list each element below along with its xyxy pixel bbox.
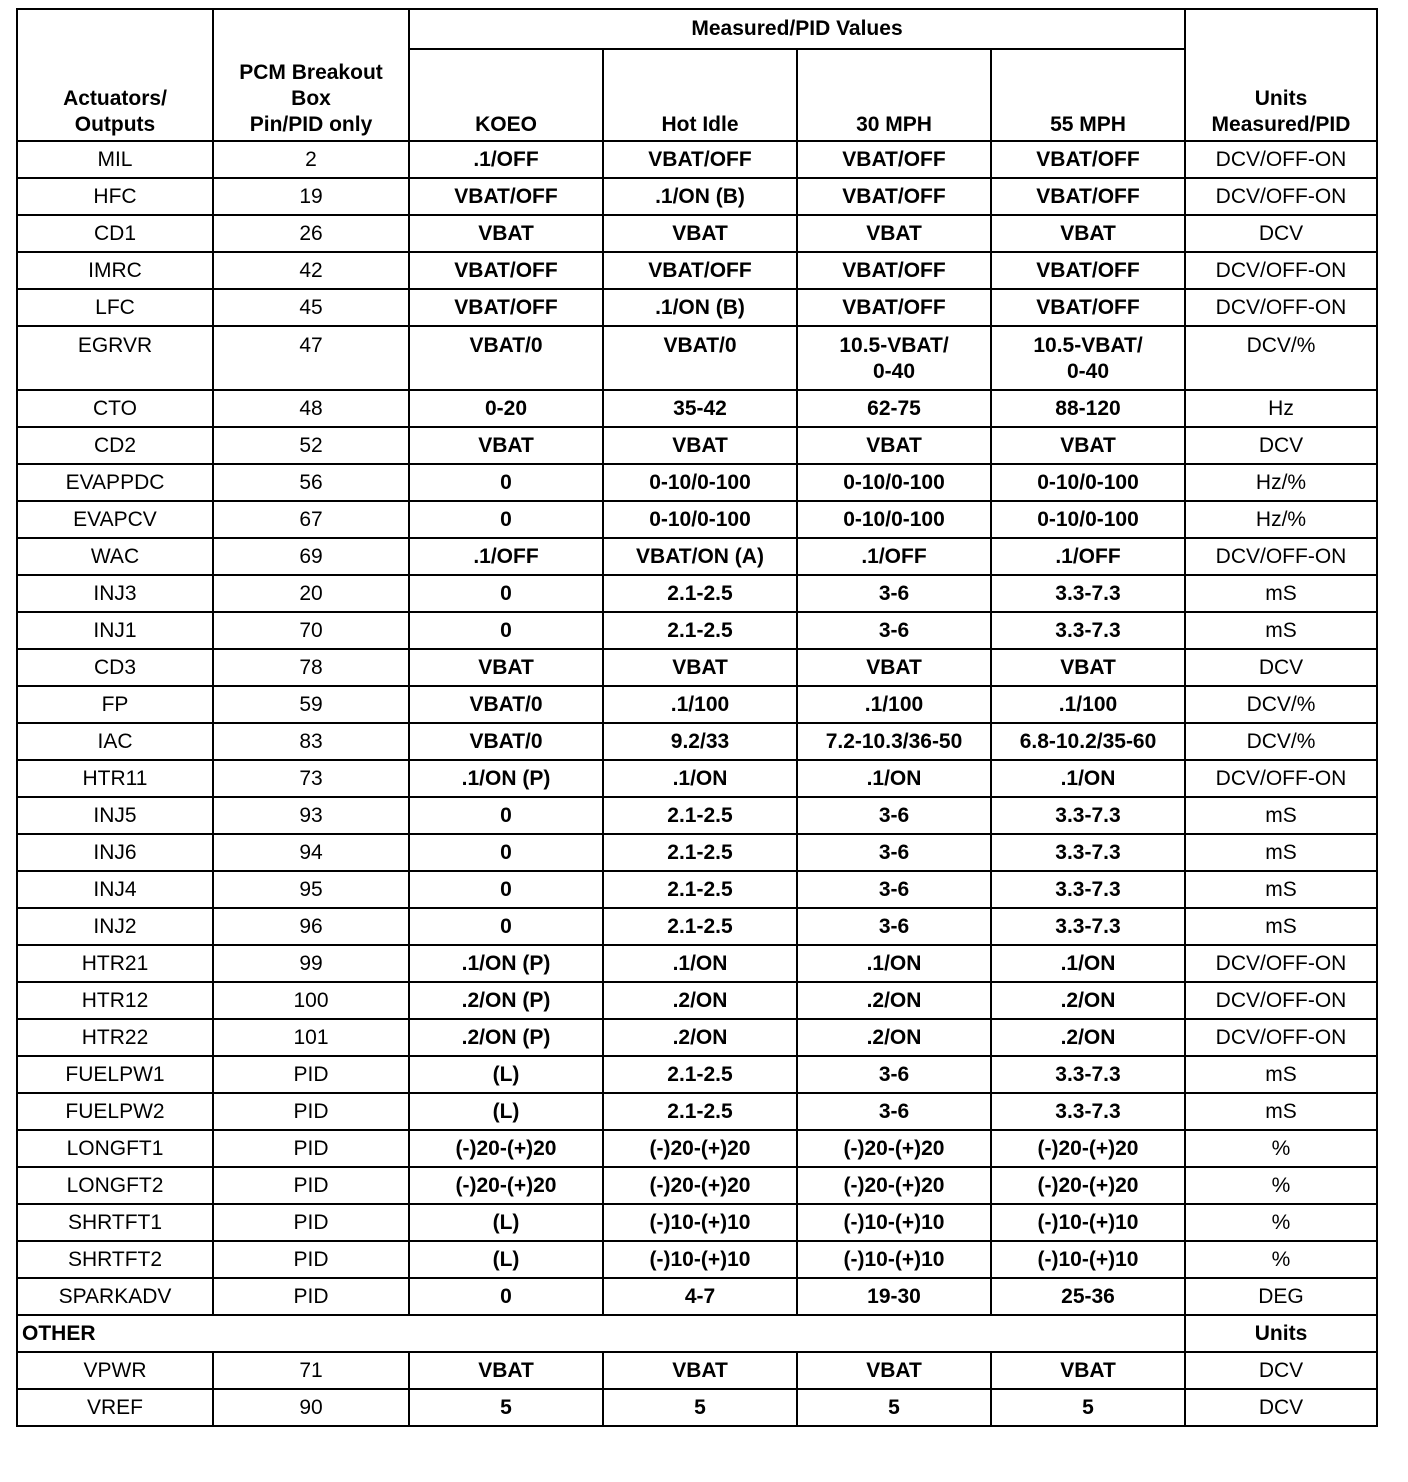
cell-actuator: INJ4 (17, 871, 213, 908)
cell-actuator: VREF (17, 1389, 213, 1426)
cell-hot-idle: 2.1-2.5 (603, 612, 797, 649)
cell-pin: 20 (213, 575, 409, 612)
cell-units: DCV/OFF-ON (1185, 252, 1377, 289)
cell-pin: 96 (213, 908, 409, 945)
cell-pin: 47 (213, 326, 409, 390)
cell-koeo: VBAT/0 (409, 686, 603, 723)
cell-units: mS (1185, 612, 1377, 649)
cell-hot-idle: 2.1-2.5 (603, 834, 797, 871)
cell-hot-idle: VBAT/ON (A) (603, 538, 797, 575)
table-row (17, 178, 1377, 215)
cell-30-mph: (-)10-(+)10 (797, 1204, 991, 1241)
cell-koeo: .2/ON (P) (409, 982, 603, 1019)
cell-pin: 26 (213, 215, 409, 252)
table-row (17, 141, 1377, 178)
cell-hot-idle: (-)10-(+)10 (603, 1204, 797, 1241)
cell-30-mph: VBAT/OFF (797, 178, 991, 215)
table-row (17, 289, 1377, 326)
cell-actuator: INJ5 (17, 797, 213, 834)
cell-30-mph: 3-6 (797, 908, 991, 945)
cell-pin: 78 (213, 649, 409, 686)
cell-units: mS (1185, 1056, 1377, 1093)
cell-koeo: .1/ON (P) (409, 760, 603, 797)
pid-values-table-container (16, 8, 1378, 1427)
cell-pin: PID (213, 1278, 409, 1315)
cell-pin: 2 (213, 141, 409, 178)
cell-units: % (1185, 1167, 1377, 1204)
cell-30-mph: 3-6 (797, 797, 991, 834)
table-row (17, 686, 1377, 723)
cell-hot-idle: .2/ON (603, 982, 797, 1019)
cell-55-mph: 88-120 (991, 390, 1185, 427)
header-units-measured-pid: Units Measured/PID (1185, 9, 1377, 141)
cell-koeo: 5 (409, 1389, 603, 1426)
cell-30-mph: VBAT/OFF (797, 252, 991, 289)
cell-55-mph: VBAT (991, 427, 1185, 464)
table-row (17, 326, 1377, 390)
cell-55-mph: 0-10/0-100 (991, 464, 1185, 501)
cell-actuator: HTR21 (17, 945, 213, 982)
cell-actuator: CTO (17, 390, 213, 427)
cell-actuator: LFC (17, 289, 213, 326)
cell-55-mph: VBAT/OFF (991, 141, 1185, 178)
cell-hot-idle: (-)20-(+)20 (603, 1130, 797, 1167)
cell-pin: 19 (213, 178, 409, 215)
cell-hot-idle: .1/ON (B) (603, 178, 797, 215)
cell-hot-idle: 0-10/0-100 (603, 464, 797, 501)
cell-55-mph: (-)20-(+)20 (991, 1130, 1185, 1167)
cell-units: DCV (1185, 649, 1377, 686)
cell-units: mS (1185, 834, 1377, 871)
cell-units: mS (1185, 797, 1377, 834)
cell-koeo: (-)20-(+)20 (409, 1130, 603, 1167)
cell-actuator: SHRTFT1 (17, 1204, 213, 1241)
cell-units: mS (1185, 575, 1377, 612)
table-row (17, 908, 1377, 945)
cell-hot-idle: 2.1-2.5 (603, 871, 797, 908)
cell-actuator: CD3 (17, 649, 213, 686)
cell-hot-idle: 2.1-2.5 (603, 1093, 797, 1130)
cell-pin: 45 (213, 289, 409, 326)
cell-units: DCV/OFF-ON (1185, 141, 1377, 178)
cell-pin: PID (213, 1204, 409, 1241)
cell-55-mph: 3.3-7.3 (991, 575, 1185, 612)
other-section (17, 1315, 1377, 1426)
cell-koeo: 0 (409, 464, 603, 501)
cell-units: DCV/OFF-ON (1185, 178, 1377, 215)
cell-30-mph: 0-10/0-100 (797, 501, 991, 538)
cell-hot-idle: VBAT/0 (603, 326, 797, 390)
cell-30-mph: 10.5-VBAT/ 0-40 (797, 326, 991, 390)
table-row (17, 464, 1377, 501)
cell-pin: 59 (213, 686, 409, 723)
header-koeo: KOEO (409, 49, 603, 141)
cell-actuator: WAC (17, 538, 213, 575)
cell-koeo: 0 (409, 797, 603, 834)
cell-pin: PID (213, 1056, 409, 1093)
cell-units: Hz (1185, 390, 1377, 427)
cell-55-mph: 25-36 (991, 1278, 1185, 1315)
cell-30-mph: (-)10-(+)10 (797, 1241, 991, 1278)
table-row (17, 982, 1377, 1019)
cell-pin: 93 (213, 797, 409, 834)
table-row (17, 1056, 1377, 1093)
cell-30-mph: VBAT/OFF (797, 141, 991, 178)
cell-units: DCV (1185, 1389, 1377, 1426)
cell-30-mph: .2/ON (797, 982, 991, 1019)
cell-units: Hz/% (1185, 501, 1377, 538)
cell-units: DCV (1185, 215, 1377, 252)
cell-koeo: VBAT/OFF (409, 289, 603, 326)
cell-pin: 56 (213, 464, 409, 501)
cell-actuator: VPWR (17, 1352, 213, 1389)
cell-koeo: (-)20-(+)20 (409, 1167, 603, 1204)
cell-koeo: (L) (409, 1204, 603, 1241)
header-hot-idle: Hot Idle (603, 49, 797, 141)
cell-55-mph: .1/OFF (991, 538, 1185, 575)
cell-units: DCV/OFF-ON (1185, 538, 1377, 575)
cell-units: DEG (1185, 1278, 1377, 1315)
cell-55-mph: VBAT/OFF (991, 289, 1185, 326)
cell-actuator: EVAPPDC (17, 464, 213, 501)
table-row (17, 649, 1377, 686)
header-30-mph: 30 MPH (797, 49, 991, 141)
cell-koeo: 0 (409, 908, 603, 945)
table-row (17, 1093, 1377, 1130)
cell-hot-idle: 5 (603, 1389, 797, 1426)
table-row (17, 575, 1377, 612)
cell-55-mph: (-)20-(+)20 (991, 1167, 1185, 1204)
cell-actuator: HFC (17, 178, 213, 215)
cell-hot-idle: 9.2/33 (603, 723, 797, 760)
cell-units: Hz/% (1185, 464, 1377, 501)
cell-55-mph: .2/ON (991, 982, 1185, 1019)
cell-koeo: 0-20 (409, 390, 603, 427)
cell-pin: 99 (213, 945, 409, 982)
cell-pin: 73 (213, 760, 409, 797)
cell-30-mph: .2/ON (797, 1019, 991, 1056)
cell-55-mph: .1/ON (991, 945, 1185, 982)
cell-55-mph: VBAT (991, 649, 1185, 686)
cell-hot-idle: (-)10-(+)10 (603, 1241, 797, 1278)
table-row (17, 1130, 1377, 1167)
cell-units: DCV/OFF-ON (1185, 982, 1377, 1019)
cell-units: mS (1185, 1093, 1377, 1130)
cell-hot-idle: VBAT (603, 215, 797, 252)
cell-pin: 67 (213, 501, 409, 538)
cell-30-mph: .1/ON (797, 945, 991, 982)
cell-30-mph: 62-75 (797, 390, 991, 427)
cell-hot-idle: VBAT (603, 649, 797, 686)
cell-koeo: 0 (409, 501, 603, 538)
cell-actuator: FUELPW2 (17, 1093, 213, 1130)
cell-koeo: VBAT/OFF (409, 252, 603, 289)
cell-koeo: VBAT (409, 649, 603, 686)
table-row (17, 538, 1377, 575)
cell-actuator: INJ2 (17, 908, 213, 945)
cell-koeo: 0 (409, 575, 603, 612)
cell-pin: PID (213, 1130, 409, 1167)
cell-actuator: HTR12 (17, 982, 213, 1019)
cell-hot-idle: 0-10/0-100 (603, 501, 797, 538)
cell-koeo: VBAT/OFF (409, 178, 603, 215)
cell-55-mph: 0-10/0-100 (991, 501, 1185, 538)
table-row (17, 612, 1377, 649)
cell-koeo: VBAT (409, 215, 603, 252)
table-row (17, 723, 1377, 760)
table-row (17, 501, 1377, 538)
cell-actuator: CD2 (17, 427, 213, 464)
cell-hot-idle: 2.1-2.5 (603, 908, 797, 945)
table-row (17, 1389, 1377, 1426)
cell-30-mph: 3-6 (797, 871, 991, 908)
cell-actuator: EGRVR (17, 326, 213, 390)
cell-koeo: .1/OFF (409, 538, 603, 575)
cell-55-mph: VBAT/OFF (991, 252, 1185, 289)
table-row (17, 1278, 1377, 1315)
cell-actuator: INJ6 (17, 834, 213, 871)
cell-55-mph: 3.3-7.3 (991, 871, 1185, 908)
pid-values-table (16, 8, 1378, 1427)
cell-30-mph: 0-10/0-100 (797, 464, 991, 501)
cell-55-mph: 3.3-7.3 (991, 834, 1185, 871)
cell-55-mph: VBAT/OFF (991, 178, 1185, 215)
cell-pin: 48 (213, 390, 409, 427)
cell-actuator: IMRC (17, 252, 213, 289)
cell-units: % (1185, 1204, 1377, 1241)
cell-30-mph: 3-6 (797, 1093, 991, 1130)
cell-actuator: MIL (17, 141, 213, 178)
cell-pin: PID (213, 1241, 409, 1278)
cell-units: DCV/% (1185, 326, 1377, 390)
cell-30-mph: 3-6 (797, 612, 991, 649)
cell-30-mph: .1/OFF (797, 538, 991, 575)
cell-30-mph: 3-6 (797, 575, 991, 612)
cell-units: mS (1185, 871, 1377, 908)
cell-hot-idle: 2.1-2.5 (603, 1056, 797, 1093)
cell-hot-idle: .1/ON (603, 760, 797, 797)
cell-55-mph: 3.3-7.3 (991, 1093, 1185, 1130)
cell-hot-idle: (-)20-(+)20 (603, 1167, 797, 1204)
cell-hot-idle: 35-42 (603, 390, 797, 427)
header-measured-pid-values: Measured/PID Values (409, 9, 1185, 49)
cell-30-mph: (-)20-(+)20 (797, 1167, 991, 1204)
cell-units: % (1185, 1241, 1377, 1278)
cell-units: DCV/OFF-ON (1185, 289, 1377, 326)
cell-actuator: EVAPCV (17, 501, 213, 538)
table-row (17, 797, 1377, 834)
cell-30-mph: VBAT/OFF (797, 289, 991, 326)
cell-actuator: SHRTFT2 (17, 1241, 213, 1278)
table-row (17, 1167, 1377, 1204)
table-row (17, 390, 1377, 427)
cell-30-mph: VBAT (797, 1352, 991, 1389)
cell-pin: 71 (213, 1352, 409, 1389)
cell-30-mph: 19-30 (797, 1278, 991, 1315)
cell-koeo: VBAT (409, 427, 603, 464)
cell-units: DCV/OFF-ON (1185, 760, 1377, 797)
table-row (17, 252, 1377, 289)
cell-30-mph: 5 (797, 1389, 991, 1426)
cell-koeo: VBAT/0 (409, 326, 603, 390)
cell-pin: 52 (213, 427, 409, 464)
cell-koeo: .2/ON (P) (409, 1019, 603, 1056)
cell-hot-idle: .1/ON (B) (603, 289, 797, 326)
cell-actuator: SPARKADV (17, 1278, 213, 1315)
cell-pin: 70 (213, 612, 409, 649)
cell-actuator: LONGFT2 (17, 1167, 213, 1204)
table-row (17, 945, 1377, 982)
table-row (17, 834, 1377, 871)
cell-actuator: CD1 (17, 215, 213, 252)
cell-actuator: IAC (17, 723, 213, 760)
cell-30-mph: .1/100 (797, 686, 991, 723)
other-units-label: Units (1185, 1315, 1377, 1352)
table-row (17, 1019, 1377, 1056)
cell-koeo: (L) (409, 1241, 603, 1278)
cell-pin: 101 (213, 1019, 409, 1056)
cell-30-mph: 7.2-10.3/36-50 (797, 723, 991, 760)
cell-55-mph: 5 (991, 1389, 1185, 1426)
cell-55-mph: 6.8-10.2/35-60 (991, 723, 1185, 760)
cell-units: DCV/% (1185, 686, 1377, 723)
cell-koeo: VBAT (409, 1352, 603, 1389)
table-body (17, 141, 1377, 1315)
cell-actuator: INJ3 (17, 575, 213, 612)
table-row (17, 427, 1377, 464)
cell-pin: 90 (213, 1389, 409, 1426)
table-row (17, 760, 1377, 797)
cell-55-mph: 3.3-7.3 (991, 908, 1185, 945)
cell-30-mph: 3-6 (797, 834, 991, 871)
cell-pin: 42 (213, 252, 409, 289)
cell-hot-idle: .1/ON (603, 945, 797, 982)
header-actuators-outputs: Actuators/ Outputs (17, 9, 213, 141)
other-label: OTHER (17, 1315, 1185, 1352)
cell-units: DCV/OFF-ON (1185, 1019, 1377, 1056)
cell-koeo: 0 (409, 871, 603, 908)
cell-hot-idle: .2/ON (603, 1019, 797, 1056)
cell-koeo: VBAT/0 (409, 723, 603, 760)
cell-hot-idle: VBAT (603, 427, 797, 464)
cell-hot-idle: 2.1-2.5 (603, 575, 797, 612)
header-55-mph: 55 MPH (991, 49, 1185, 141)
cell-30-mph: VBAT (797, 649, 991, 686)
cell-55-mph: .1/100 (991, 686, 1185, 723)
cell-units: DCV (1185, 427, 1377, 464)
cell-actuator: HTR22 (17, 1019, 213, 1056)
other-header-row (17, 1315, 1377, 1352)
cell-koeo: 0 (409, 834, 603, 871)
cell-pin: 94 (213, 834, 409, 871)
cell-30-mph: .1/ON (797, 760, 991, 797)
cell-units: DCV (1185, 1352, 1377, 1389)
cell-55-mph: VBAT (991, 1352, 1185, 1389)
cell-30-mph: VBAT (797, 215, 991, 252)
cell-55-mph: VBAT (991, 215, 1185, 252)
cell-55-mph: .1/ON (991, 760, 1185, 797)
cell-30-mph: VBAT (797, 427, 991, 464)
cell-55-mph: .2/ON (991, 1019, 1185, 1056)
cell-55-mph: 3.3-7.3 (991, 797, 1185, 834)
cell-55-mph: (-)10-(+)10 (991, 1204, 1185, 1241)
cell-55-mph: 3.3-7.3 (991, 1056, 1185, 1093)
cell-koeo: 0 (409, 612, 603, 649)
cell-pin: 69 (213, 538, 409, 575)
cell-hot-idle: .1/100 (603, 686, 797, 723)
table-row (17, 215, 1377, 252)
cell-hot-idle: VBAT/OFF (603, 141, 797, 178)
cell-pin: PID (213, 1093, 409, 1130)
table-row (17, 1204, 1377, 1241)
cell-koeo: (L) (409, 1056, 603, 1093)
table-row (17, 871, 1377, 908)
cell-hot-idle: 4-7 (603, 1278, 797, 1315)
cell-actuator: LONGFT1 (17, 1130, 213, 1167)
header-pcm-breakout-box: PCM Breakout Box Pin/PID only (213, 9, 409, 141)
cell-pin: 83 (213, 723, 409, 760)
cell-55-mph: (-)10-(+)10 (991, 1241, 1185, 1278)
cell-koeo: .1/ON (P) (409, 945, 603, 982)
cell-units: DCV/OFF-ON (1185, 945, 1377, 982)
cell-units: % (1185, 1130, 1377, 1167)
table-row (17, 1352, 1377, 1389)
cell-30-mph: 3-6 (797, 1056, 991, 1093)
cell-pin: 100 (213, 982, 409, 1019)
cell-actuator: INJ1 (17, 612, 213, 649)
cell-30-mph: (-)20-(+)20 (797, 1130, 991, 1167)
cell-actuator: FP (17, 686, 213, 723)
cell-hot-idle: VBAT/OFF (603, 252, 797, 289)
cell-hot-idle: VBAT (603, 1352, 797, 1389)
cell-units: mS (1185, 908, 1377, 945)
cell-actuator: FUELPW1 (17, 1056, 213, 1093)
cell-koeo: .1/OFF (409, 141, 603, 178)
cell-koeo: (L) (409, 1093, 603, 1130)
table-row (17, 1241, 1377, 1278)
cell-units: DCV/% (1185, 723, 1377, 760)
cell-pin: 95 (213, 871, 409, 908)
cell-hot-idle: 2.1-2.5 (603, 797, 797, 834)
cell-koeo: 0 (409, 1278, 603, 1315)
cell-actuator: HTR11 (17, 760, 213, 797)
cell-55-mph: 10.5-VBAT/ 0-40 (991, 326, 1185, 390)
cell-pin: PID (213, 1167, 409, 1204)
cell-55-mph: 3.3-7.3 (991, 612, 1185, 649)
